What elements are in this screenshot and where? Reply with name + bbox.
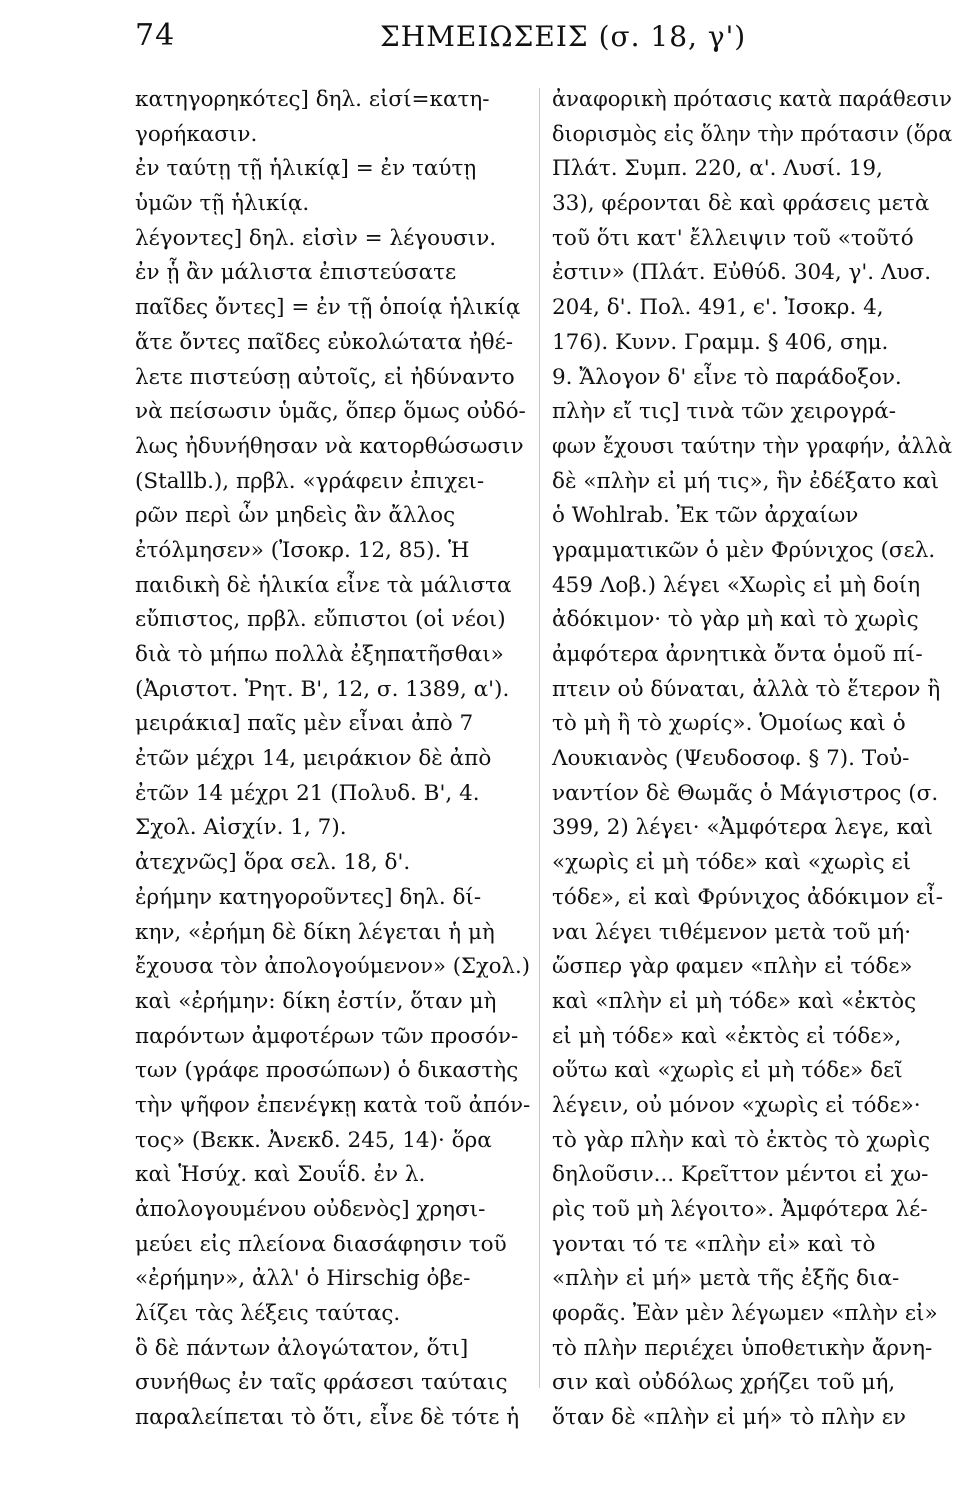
text-line: φορᾶς. Ἐὰν μὲν λέγωμεν «πλὴν εἰ» [552, 1301, 938, 1327]
right-column [552, 83, 952, 1436]
text-line: ὑμῶν τῇ ἡλικίᾳ. [135, 191, 310, 217]
column-divider [539, 88, 540, 1388]
text-line: ἀμφότερα ἀρνητικὰ ὄντα ὁμοῦ πί- [552, 642, 923, 667]
text-line: ἀδόκιμον· τὸ γὰρ μὴ καὶ τὸ χωρὶς [552, 607, 919, 633]
text-line: ἀτεχνῶς] ὅρα σελ. 18, δ'. [135, 850, 411, 876]
text-line: (Stallb.), πρβλ. «γράφειν ἐπιχει- [135, 468, 485, 494]
text-line: ἐν ᾗ ἂν μάλιστα ἐπιστεύσατε [135, 260, 457, 286]
text-line: διὰ τὸ μήπω πολλὰ ἐξηπατῆσθαι» [135, 642, 504, 667]
text-line: ἀπολογουμένου οὐδενὸς] χρησι- [135, 1197, 486, 1222]
text-line: 176). Κυνν. Γραμμ. § 406, σημ. [552, 329, 889, 355]
text-line: ναντίον δὲ Θωμᾶς ὁ Μάγιστρος (σ. [552, 780, 939, 806]
text-line: λετε πιστεύσῃ αὐτοῖς, εἰ ἠδύναντο [135, 364, 515, 390]
text-line: ὃ δὲ πάντων ἀλογώτατον, ὅτι] [135, 1335, 469, 1361]
text-line: τὸ μὴ ἢ τὸ χωρίς». Ὁμοίως καὶ ὁ [552, 711, 906, 737]
text-line: 9. Ἄλογον δ' εἶνε τὸ παράδοξον. [552, 364, 902, 390]
text-line: γραμματικῶν ὁ μὲν Φρύνιχος (σελ. [552, 537, 936, 563]
text-line: τόδε», εἰ καὶ Φρύνιχος ἀδόκιμον εἶ- [552, 884, 943, 910]
text-line: λέγειν, οὐ μόνον «χωρὶς εἰ τόδε»· [552, 1092, 921, 1118]
text-line: 399, 2) λέγει· «Ἀμφότερα λεγε, καὶ [552, 815, 933, 841]
text-line: ἐν ταύτῃ τῇ ἡλικίᾳ] = ἐν ταύτῃ [135, 156, 477, 182]
text-line: διορισμὸς εἰς ὅλην τὴν πρότασιν (ὅρα [552, 121, 953, 147]
text-line: πτειν οὐ δύναται, ἀλλὰ τὸ ἕτερον ἢ [552, 676, 941, 702]
text-line: παραλείπεται τὸ ὅτι, εἶνε δὲ τότε ἡ [135, 1405, 520, 1431]
text-line: των (γράφε προσώπων) ὁ δικαστὴς [135, 1058, 519, 1084]
text-line: μεύει εἰς πλείονα διασάφησιν τοῦ [135, 1231, 507, 1257]
left-column [135, 83, 530, 1436]
text-line: ὅταν δὲ «πλὴν εἰ μή» τὸ πλὴν εν [552, 1405, 906, 1431]
text-line: ὁ Wohlrab. Ἐκ τῶν ἀρχαίων [552, 503, 859, 529]
text-line: καὶ «ἐρήμην: δίκη ἐστίν, ὅταν μὴ [135, 988, 497, 1014]
text-line: «πλὴν εἰ μή» μετὰ τῆς ἐξῆς δια- [552, 1266, 900, 1292]
text-line: 204, δ'. Πολ. 491, ϵ'. Ἰσοκρ. 4, [552, 295, 884, 321]
text-line: καὶ Ἡσύχ. καὶ Σουΐδ. ἐν λ. [135, 1162, 426, 1188]
text-line: καὶ «πλὴν εἰ μὴ τόδε» καὶ «ἐκτὸς [552, 988, 917, 1014]
text-line: ρῶν περὶ ὧν μηδεὶς ἂν ἄλλος [135, 503, 456, 529]
text-line: ναι λέγει τιθέμενον μετὰ τοῦ μή· [552, 919, 912, 945]
page-number: 74 [135, 18, 176, 53]
text-line: κην, «ἐρήμη δὲ δίκη λέγεται ἡ μὴ [135, 919, 495, 945]
text-line: «χωρὶς εἰ μὴ τόδε» καὶ «χωρὶς εἰ [552, 850, 912, 876]
text-line: πλὴν εἴ τις] τινὰ τῶν χειρογρά- [552, 399, 897, 425]
text-line: παρόντων ἀμφοτέρων τῶν προσόν- [135, 1023, 519, 1049]
text-line: ἐτόλμησεν» (Ἰσοκρ. 12, 85). Ἡ [135, 537, 470, 563]
text-line: φων ἔχουσι ταύτην τὴν γραφήν, ἀλλὰ [552, 433, 953, 459]
text-line: Σχολ. Αἰσχίν. 1, 7). [135, 815, 347, 841]
text-line: Πλάτ. Συμπ. 220, α'. Λυσί. 19, [552, 156, 883, 182]
text-line: ἅτε ὄντες παῖδες εὐκολώτατα ἠθέ- [135, 329, 513, 355]
text-line: ρὶς τοῦ μὴ λέγοιτο». Ἀμφότερα λέ- [552, 1197, 928, 1222]
text-line: (Ἀριστοτ. Ῥητ. Β', 12, σ. 1389, α'). [135, 676, 510, 702]
text-line: τὸ γὰρ πλὴν καὶ τὸ ἐκτὸς τὸ χωρὶς [552, 1127, 930, 1153]
text-line: τὴν ψῆφον ἐπενέγκῃ κατὰ τοῦ ἀπόν- [135, 1092, 531, 1118]
running-header: ΣΗΜΕΙΩΣΕΙΣ (σ. 18, γ') [380, 20, 747, 53]
text-line: εὔπιστος, πρβλ. εὔπιστοι (οἱ νέοι) [135, 607, 506, 633]
text-line: ἔχουσα τὸν ἀπολογούμενον» (Σχολ.) [135, 954, 530, 980]
text-line: συνήθως ἐν ταῖς φράσεσι ταύταις [135, 1370, 508, 1396]
text-line: τοῦ ὅτι κατ' ἔλλειψιν τοῦ «τοῦτό [552, 225, 914, 251]
text-line: τος» (Βεκκ. Ἀνεκδ. 245, 14)· ὅρα [135, 1127, 492, 1153]
text-line: 459 Λοβ.) λέγει «Χωρὶς εἰ μὴ δοίη [552, 572, 921, 598]
text-line: ἐτῶν 14 μέχρι 21 (Πολυδ. Β', 4. [135, 780, 480, 806]
text-line: ἀναφορικὴ πρότασις κατὰ παράθεσιν [552, 87, 952, 112]
text-line: Λουκιανὸς (Ψευδοσοφ. § 7). Τοὐ- [552, 746, 910, 772]
text-line: μειράκια] παῖς μὲν εἶναι ἀπὸ 7 [135, 711, 474, 737]
text-line: γονται τό τε «πλὴν εἰ» καὶ τὸ [552, 1231, 876, 1257]
text-line: ἐστιν» (Πλάτ. Εὐθύδ. 304, γ'. Λυσ. [552, 260, 932, 286]
text-line: ἐρήμην κατηγοροῦντες] δηλ. δί- [135, 884, 482, 910]
text-line: οὕτω καὶ «χωρὶς εἰ μὴ τόδε» δεῖ [552, 1058, 903, 1084]
text-line: ὥσπερ γὰρ φαμεν «πλὴν εἰ τόδε» [552, 954, 913, 980]
text-line: εἰ μὴ τόδε» καὶ «ἐκτὸς εἰ τόδε», [552, 1023, 902, 1049]
text-line: λίζει τὰς λέξεις ταύτας. [135, 1301, 401, 1327]
text-line: παιδικὴ δὲ ἡλικία εἶνε τὰ μάλιστα [135, 572, 512, 598]
text-line: λως ἠδυνήθησαν νὰ κατορθώσωσιν [135, 433, 524, 459]
text-line: 33), φέρονται δὲ καὶ φράσεις μετὰ [552, 191, 930, 217]
text-line: «ἐρήμην», ἀλλ' ὁ Hirschig ὀβε- [135, 1266, 471, 1292]
text-line: λέγοντες] δηλ. εἰσὶν = λέγουσιν. [135, 225, 497, 251]
text-line: σιν καὶ οὐδόλως χρήζει τοῦ μή, [552, 1370, 896, 1396]
text-line: τὸ πλὴν περιέχει ὑποθετικὴν ἄρνη- [552, 1335, 933, 1361]
text-line: δηλοῦσιν... Κρεῖττον μέντοι εἰ χω- [552, 1162, 929, 1188]
text-line: κατηγορηκότες] δηλ. εἰσί=κατη- [135, 87, 490, 112]
text-line: δὲ «πλὴν εἰ μή τις», ἣν ἐδέξατο καὶ [552, 468, 940, 494]
text-line: ἐτῶν μέχρι 14, μειράκιον δὲ ἀπὸ [135, 746, 492, 772]
text-line: νὰ πείσωσιν ὑμᾶς, ὅπερ ὅμως οὐδό- [135, 399, 526, 425]
text-line: παῖδες ὄντες] = ἐν τῇ ὁποίᾳ ἡλικίᾳ [135, 295, 521, 321]
text-line: γορήκασιν. [135, 121, 258, 147]
